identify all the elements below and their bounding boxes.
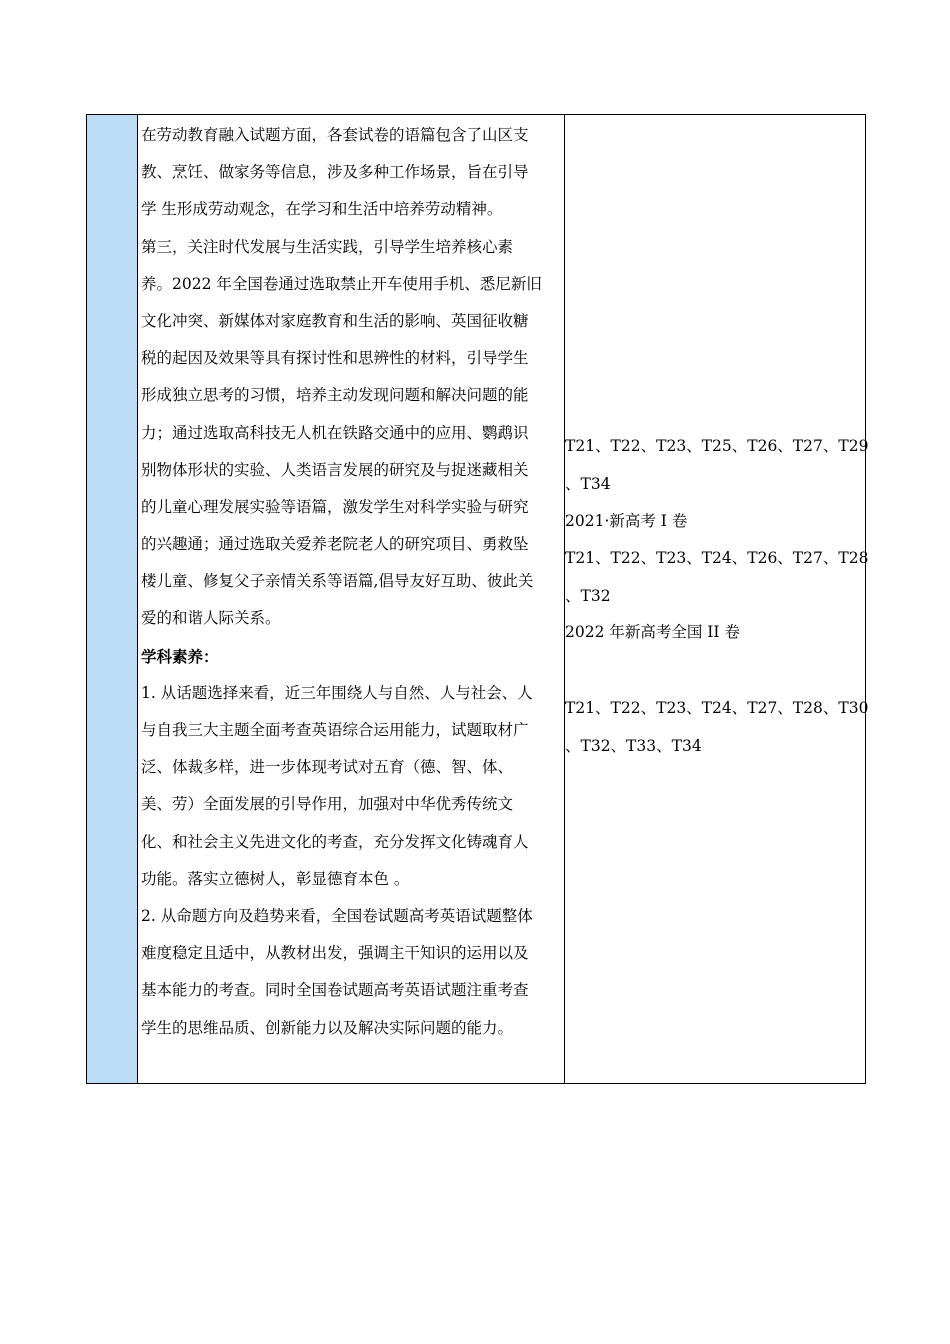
exam-label-2022: 2022 年新高考全国 II 卷	[565, 623, 740, 641]
main-line-10: 别物体形状的实验、人类语言发展的研究及与捉迷藏相关	[141, 460, 529, 479]
ref-line-1: T21、T22、T23、T25、T26、T27、T29	[565, 437, 869, 455]
main-line-13: 楼儿童、修复父子亲情关系等语篇,倡导友好互助、彼此关	[141, 572, 534, 591]
question-reference-column	[565, 115, 869, 1083]
main-line-1: 在劳动教育融入试题方面，各套试卷的语篇包含了山区支	[141, 126, 529, 144]
main-line-21: 功能。落实立德树人，彰显德育本色 。	[141, 869, 410, 888]
ref-line-4: 、T32	[565, 587, 611, 605]
main-line-6: 文化冲突、新媒体对家庭教育和生活的影响、英国征收糖	[141, 311, 529, 330]
main-line-11: 的儿童心理发展实验等语篇，激发学生对科学实验与研究	[141, 497, 529, 516]
main-line-22: 2. 从命题方向及趋势来看，全国卷试题高考英语试题整体	[141, 906, 533, 925]
main-line-23: 难度稳定且适中，从教材出发，强调主干知识的运用以及	[141, 944, 529, 963]
exam-label-2021: 2021·新高考 I 卷	[565, 512, 688, 530]
main-line-9: 力；通过选取高科技无人机在铁路交通中的应用、鹦鹉识	[141, 423, 529, 442]
main-line-24: 基本能力的考查。同时全国卷试题高考英语试题注重考查	[141, 981, 529, 1000]
main-line-20: 化、和社会主义先进文化的考查，充分发挥文化铸魂育人	[141, 832, 529, 851]
main-line-2: 教、烹饪、做家务等信息，涉及多种工作场景，旨在引导	[141, 163, 529, 182]
main-line-12: 的兴趣通；通过选取关爱养老院老人的研究项目、勇救坠	[141, 535, 529, 554]
main-text-column	[138, 115, 565, 1083]
content-table	[86, 114, 869, 1084]
main-line-5: 养。2022 年全国卷通过选取禁止开车使用手机、悉尼新旧	[141, 274, 542, 293]
section-heading: 学科素养：	[141, 646, 219, 666]
main-line-3: 学 生形成劳动观念，在学习和生活中培养劳动精神。	[141, 200, 503, 219]
main-line-18: 泛、体裁多样，进一步体现考试对五育（德、智、体、	[141, 758, 514, 777]
ref-line-5: T21、T22、T23、T24、T27、T28、T30	[565, 699, 869, 717]
main-line-14: 爱的和谐人际关系。	[141, 609, 281, 628]
ref-line-2: 、T34	[565, 475, 611, 493]
accent-column	[87, 115, 138, 1083]
ref-line-6: 、T32、T33、T34	[565, 737, 702, 755]
main-line-17: 与自我三大主题全面考查英语综合运用能力，试题取材广	[141, 721, 529, 739]
main-line-4: 第三，关注时代发展与生活实践，引导学生培养核心素	[141, 237, 514, 256]
main-line-7: 税的起因及效果等具有探讨性和思辨性的材料，引导学生	[141, 349, 529, 368]
ref-line-3: T21、T22、T23、T24、T26、T27、T28	[565, 549, 869, 567]
main-line-8: 形成独立思考的习惯，培养主动发现问题和解决问题的能	[141, 386, 529, 405]
main-line-25: 学生的思维品质、创新能力以及解决实际问题的能力。	[141, 1018, 514, 1037]
main-line-19: 美、劳）全面发展的引导作用，加强对中华优秀传统文	[141, 795, 514, 814]
main-line-16: 1. 从话题选择来看，近三年围绕人与自然、人与社会、人	[141, 683, 533, 702]
